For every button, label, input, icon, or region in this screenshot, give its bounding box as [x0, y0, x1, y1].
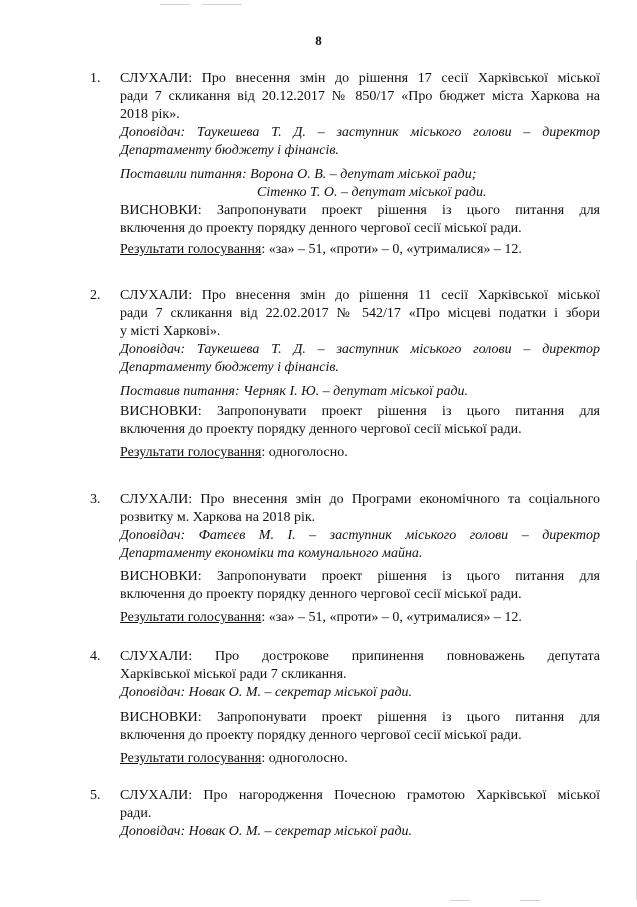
heard-line: СЛУХАЛИ: Про внесення змін до Програми економічного та соціального	[120, 492, 600, 507]
speaker-line: Доповідач: Фатєєв М. І. – заступник міського голови – директор	[120, 528, 600, 543]
speaker-line: Доповідач: Новак О. М. – секретар міської ради.	[120, 824, 413, 839]
conclusions-line: ВИСНОВКИ: Запропонувати проект рішення із цього питання для	[120, 569, 600, 584]
heard-line: СЛУХАЛИ: Про дострокове припинення повноважень депутата	[120, 649, 600, 664]
item-number: 5.	[90, 788, 101, 803]
heard-line: СЛУХАЛИ: Про внесення змін до рішення 11 сесії Харківської міської	[120, 288, 600, 303]
heard-line: Харківської міської ради 7 скликання.	[120, 667, 347, 682]
speaker-line: Доповідач: Таукешева Т. Д. – заступник міського голови – директор	[120, 125, 600, 140]
voting-result-label: Результати голосування	[120, 242, 262, 257]
heard-line: розвитку м. Харкова на 2018 рік.	[120, 510, 316, 525]
scan-edge-mark	[520, 900, 540, 901]
heard-line: ради.	[120, 806, 152, 821]
voting-result-value: : одноголосно.	[261, 751, 348, 766]
conclusions-line: ВИСНОВКИ: Запропонувати проект рішення із цього питання для	[120, 710, 600, 725]
voting-result-value: : «за» – 51, «проти» – 0, «утрималися» – 12.	[261, 242, 522, 257]
speaker-line: Доповідач: Новак О. М. – секретар міської ради.	[120, 685, 413, 700]
questions-line: Сітенко Т. О. – депутат міської ради.	[257, 185, 487, 200]
heard-line: СЛУХАЛИ: Про нагородження Почесною грамотою Харківської міської	[120, 788, 600, 803]
voting-result-value: : «за» – 51, «проти» – 0, «утрималися» – 12.	[261, 610, 522, 625]
voting-result	[120, 241, 522, 259]
heard-line: ради 7 скликання від 20.12.2017 № 850/17 «Про бюджет міста Харкова на	[120, 89, 600, 104]
conclusions-line: включення до проекту порядку денного чергової сесії міської ради.	[120, 422, 522, 437]
scan-edge-mark	[450, 900, 470, 901]
speaker-line: Департаменту економіки та комунального майна.	[120, 546, 423, 561]
conclusions-line: включення до проекту порядку денного чергової сесії міської ради.	[120, 221, 522, 236]
scan-edge-mark	[160, 4, 190, 5]
item-number: 2.	[90, 288, 101, 303]
item-number: 1.	[90, 71, 101, 86]
heard-line: СЛУХАЛИ: Про внесення змін до рішення 17 сесії Харківської міської	[120, 71, 600, 86]
voting-result-label: Результати голосування	[120, 610, 262, 625]
heard-line: ради 7 скликання від 22.02.2017 № 542/17 «Про місцеві податки і збори	[120, 306, 600, 321]
item-number: 4.	[90, 649, 101, 664]
conclusions-line: включення до проекту порядку денного чергової сесії міської ради.	[120, 587, 522, 602]
speaker-line: Департаменту бюджету і фінансів.	[120, 143, 339, 158]
voting-result	[120, 609, 522, 627]
voting-result	[120, 444, 348, 462]
voting-result-label: Результати голосування	[120, 445, 262, 460]
speaker-line: Доповідач: Таукешева Т. Д. – заступник міського голови – директор	[120, 342, 600, 357]
heard-line: 2018 рік».	[120, 107, 180, 122]
conclusions-line: включення до проекту порядку денного чергової сесії міської ради.	[120, 728, 522, 743]
conclusions-line: ВИСНОВКИ: Запропонувати проект рішення із цього питання для	[120, 203, 600, 218]
voting-result-label: Результати голосування	[120, 751, 262, 766]
voting-result	[120, 750, 348, 768]
voting-result-value: : одноголосно.	[261, 445, 348, 460]
conclusions-line: ВИСНОВКИ: Запропонувати проект рішення із цього питання для	[120, 404, 600, 419]
page-number: 8	[315, 33, 322, 48]
item-number: 3.	[90, 492, 101, 507]
scan-edge-mark	[202, 4, 242, 5]
questions-line: Поставив питання: Черняк І. Ю. – депутат міської ради.	[120, 384, 469, 399]
questions-line: Поставили питання: Ворона О. В. – депутат міської ради;	[120, 167, 477, 182]
heard-line: у місті Харкові».	[120, 324, 221, 339]
speaker-line: Департаменту бюджету і фінансів.	[120, 360, 339, 375]
